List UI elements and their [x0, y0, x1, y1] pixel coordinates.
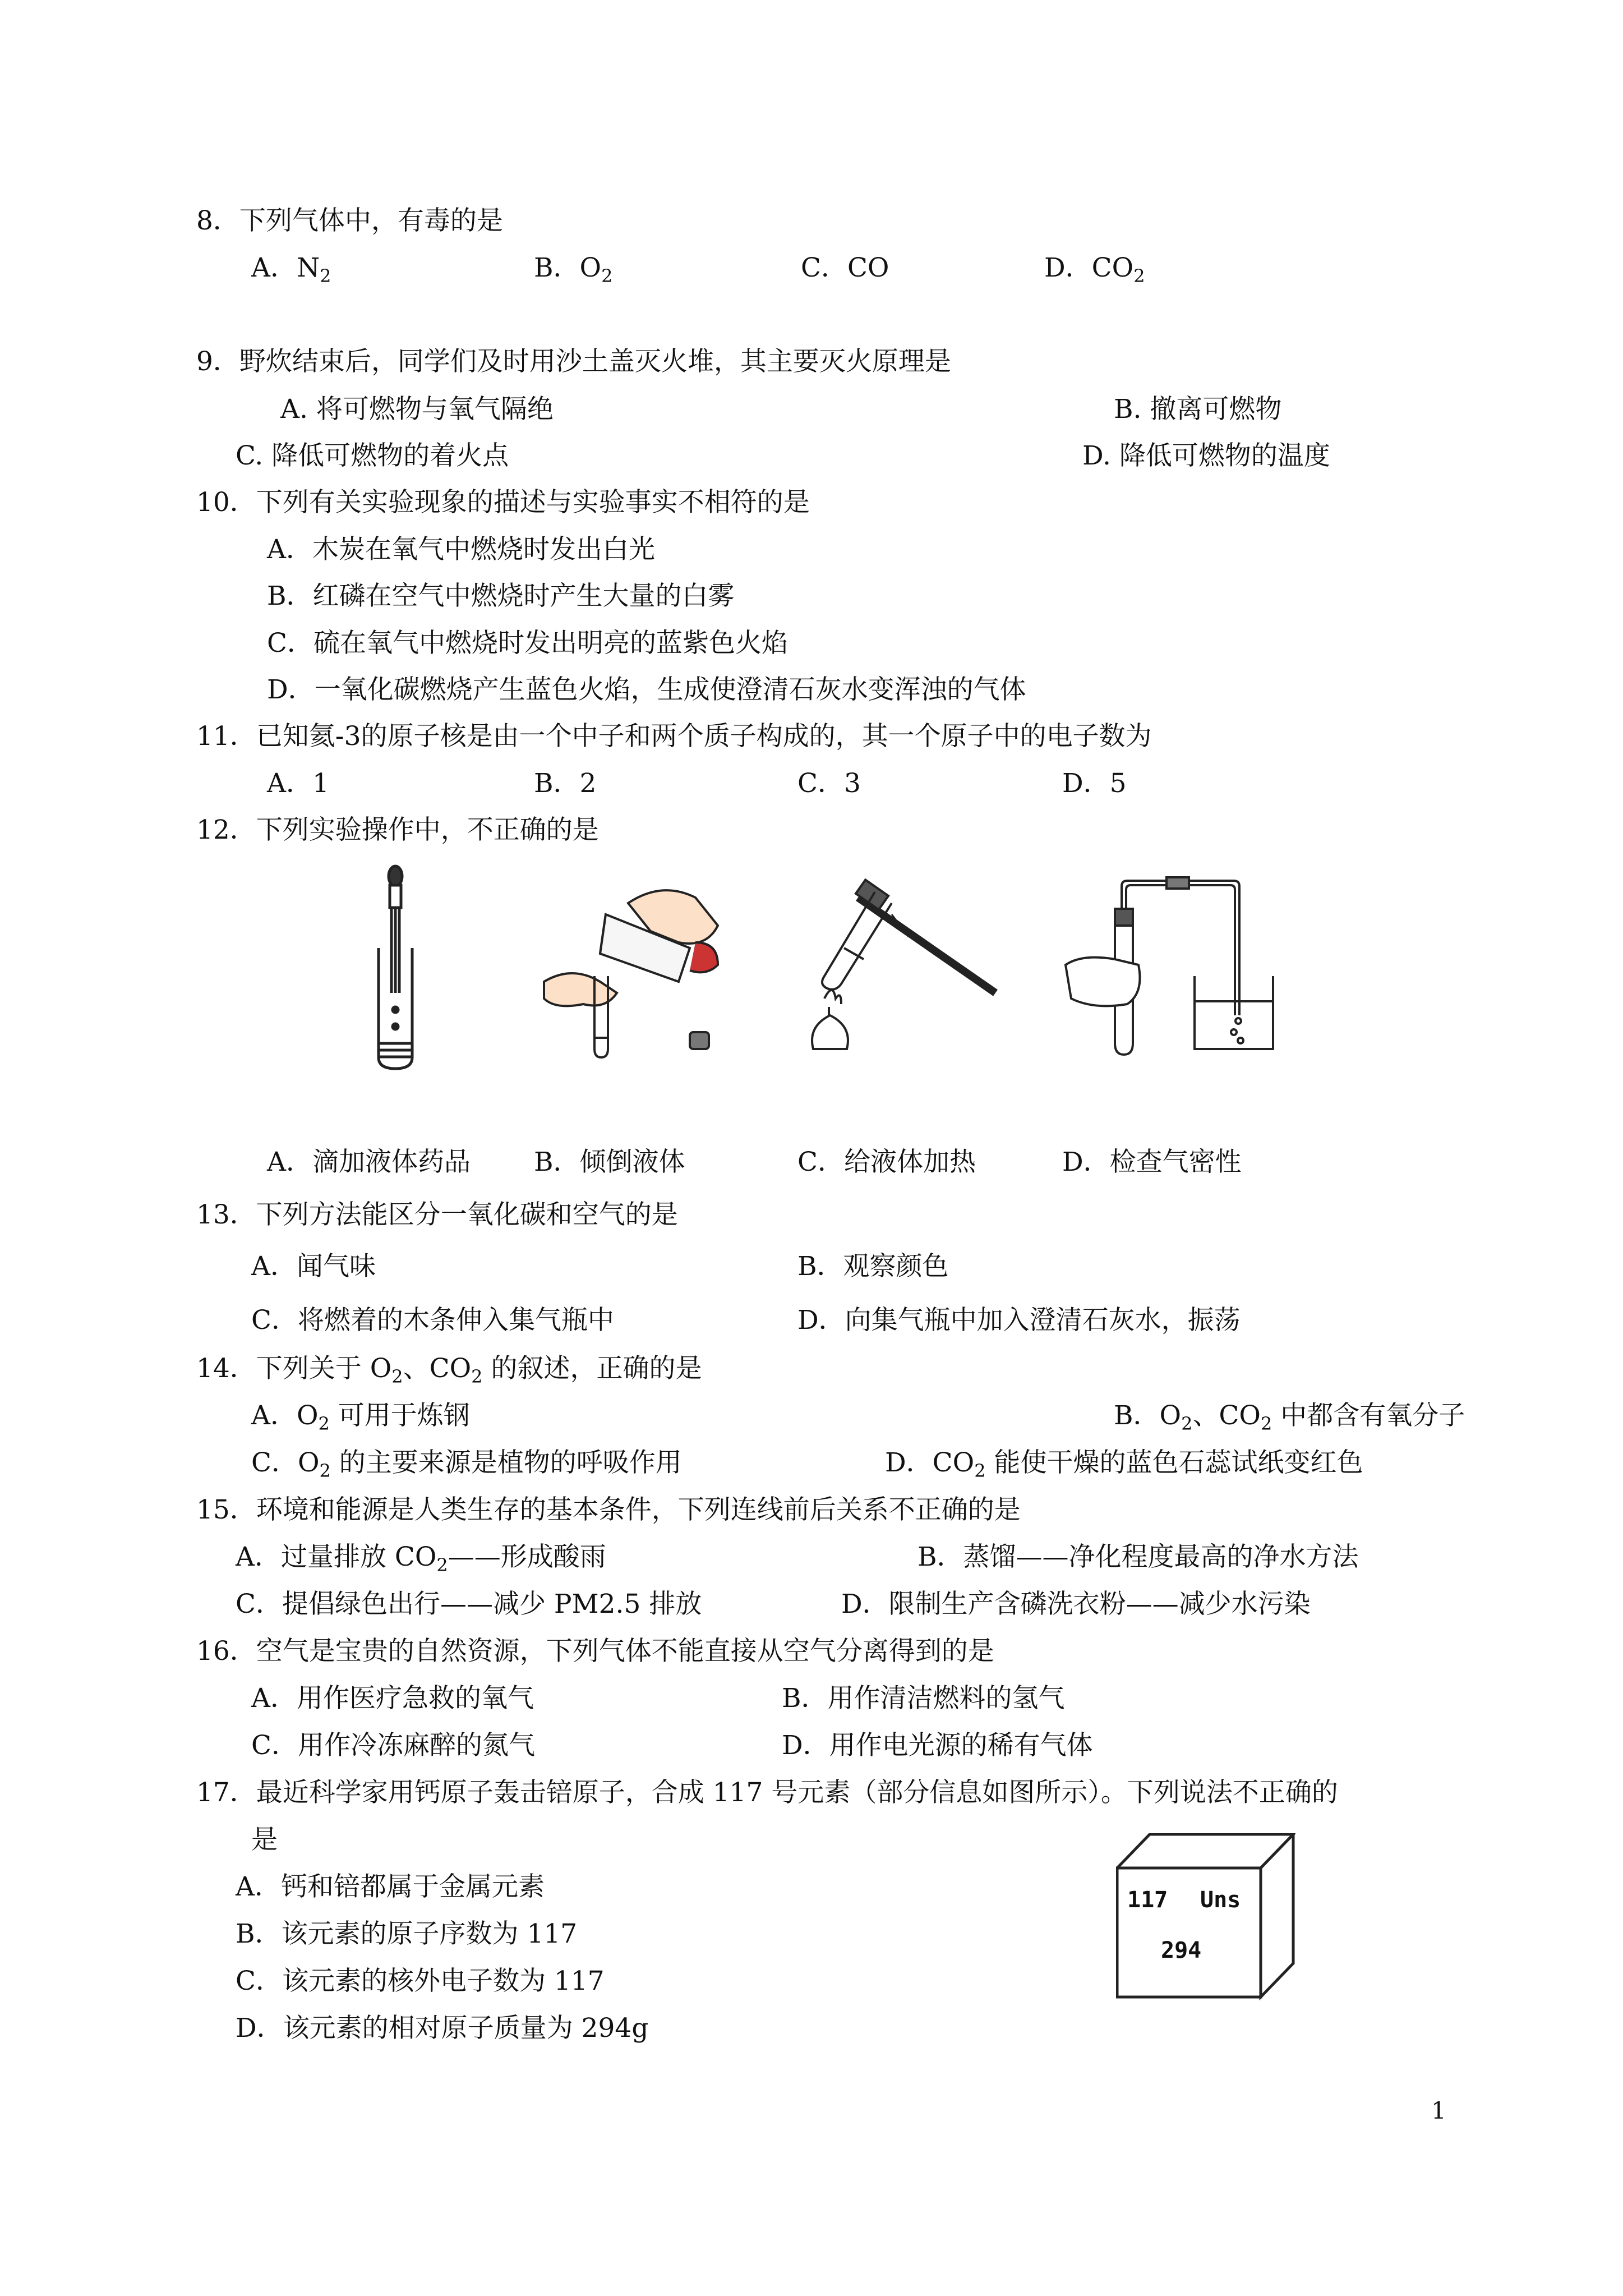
q13-option-d: D．向集气瓶中加入澄清石灰水，振荡 [797, 1305, 1241, 1336]
q9-option-c: C. 降低可燃物的着火点 [236, 440, 509, 471]
q12-option-b: B．倾倒液体 [534, 1147, 685, 1177]
q12-option-c: C．给液体加热 [797, 1147, 976, 1177]
q13-stem: 13．下列方法能区分一氧化碳和空气的是 [196, 1199, 678, 1230]
q17-option-d: D．该元素的相对原子质量为 294g [236, 2013, 649, 2044]
q12-stem: 12．下列实验操作中，不正确的是 [196, 815, 599, 845]
q8-option-c: C．CO [801, 252, 889, 283]
q16-option-a: A．用作医疗急救的氧气 [251, 1683, 534, 1714]
q13-option-a: A．闻气味 [251, 1251, 376, 1282]
q11-option-c: C．3 [797, 768, 861, 799]
q16-option-b: B．用作清洁燃料的氢气 [782, 1683, 1065, 1714]
q9-option-d: D. 降低可燃物的温度 [1082, 440, 1330, 471]
q14-option-c: C．$O_2$ 的主要来源是植物的呼吸作用 [251, 1447, 682, 1481]
q16-option-d: D．用作电光源的稀有气体 [782, 1730, 1093, 1761]
q17-stem-continuation: 是 [251, 1824, 278, 1855]
q8-option-a: A．$N_2$ [251, 252, 331, 287]
q9-stem: 9．野炊结束后，同学们及时用沙土盖灭火堆，其主要灭火原理是 [196, 346, 951, 377]
q15-option-a: A．过量排放 $CO_2——$形成酸雨 [236, 1542, 606, 1576]
q9-option-b: B. 撤离可燃物 [1114, 394, 1282, 425]
element-symbol: Uns [1200, 1887, 1241, 1913]
q10-option-d: D．一氧化碳燃烧产生蓝色火焰，生成使澄清石灰水变浑浊的气体 [267, 674, 1026, 705]
element-atomic-mass: 294 [1161, 1938, 1202, 1963]
q10-option-c: C．硫在氧气中燃烧时发出明亮的蓝紫色火焰 [267, 628, 788, 659]
q13-option-c: C．将燃着的木条伸入集气瓶中 [251, 1305, 614, 1336]
element-atomic-number: 117 [1127, 1887, 1168, 1913]
q14-option-a: A．$O_2$ 可用于炼钢 [251, 1400, 470, 1434]
q11-option-b: B．2 [534, 768, 597, 799]
q10-option-b: B．红磷在空气中燃烧时产生大量的白雾 [267, 581, 735, 611]
dropper-test-tube-figure [359, 864, 432, 1071]
q14-option-b: B．$O_2$、$CO_2$ 中都含有氧分子 [1114, 1400, 1465, 1434]
element-card [1116, 1833, 1295, 2001]
q15-option-b: B．蒸馏——净化程度最高的净水方法 [917, 1542, 1359, 1572]
q9-option-a: A. 将可燃物与氧气隔绝 [280, 394, 554, 425]
q15-option-c: C．提倡绿色出行——减少 PM2.5 排放 [236, 1589, 702, 1619]
q12-option-a: A．滴加液体药品 [267, 1147, 471, 1177]
page-number: 1 [1431, 2097, 1446, 2124]
q17-option-a: A．钙和锫都属于金属元素 [236, 1871, 545, 1902]
q8-option-b: B．$O_2$ [534, 252, 613, 287]
element-card-box [1116, 1833, 1295, 2001]
q15-stem: 15．环境和能源是人类生存的基本条件，下列连线前后关系不正确的是 [196, 1494, 1021, 1525]
q11-stem: 11．已知氦-3的原子核是由一个中子和两个质子构成的，其一个原子中的电子数为 [196, 721, 1152, 752]
q10-stem: 10．下列有关实验现象的描述与实验事实不相符的是 [196, 487, 810, 518]
q12-option-d: D．检查气密性 [1062, 1147, 1242, 1177]
q11-option-d: D．5 [1062, 768, 1127, 799]
q17-option-c: C．该元素的核外电子数为 117 [236, 1966, 605, 1996]
heating-liquid-figure [802, 864, 1004, 1060]
q14-stem: 14．下列关于 $O_2$、$CO_2$ 的叙述，正确的是 [196, 1353, 702, 1387]
q15-option-d: D．限制生产含磷洗衣粉——减少水污染 [841, 1589, 1311, 1619]
q16-stem: 16．空气是宝贵的自然资源，下列气体不能直接从空气分离得到的是 [196, 1636, 994, 1667]
q8-option-d: D．$CO_2$ [1044, 252, 1145, 287]
q16-option-c: C．用作冷冻麻醉的氮气 [251, 1730, 535, 1761]
pouring-liquid-figure [538, 881, 751, 1060]
q10-option-a: A．木炭在氧气中燃烧时发出白光 [267, 534, 655, 565]
q11-option-a: A．1 [267, 768, 329, 799]
q8-stem: 8．下列气体中，有毒的是 [196, 205, 503, 236]
q14-option-d: D．$CO_2$ 能使干燥的蓝色石蕊试纸变红色 [885, 1447, 1363, 1481]
airtightness-check-figure [1060, 875, 1295, 1060]
q13-option-b: B．观察颜色 [797, 1251, 949, 1282]
q17-stem: 17．最近科学家用钙原子轰击锫原子，合成 117 号元素（部分信息如图所示）。下列说法不正确的 [196, 1777, 1338, 1808]
q17-option-b: B．该元素的原子序数为 117 [236, 1918, 578, 1949]
